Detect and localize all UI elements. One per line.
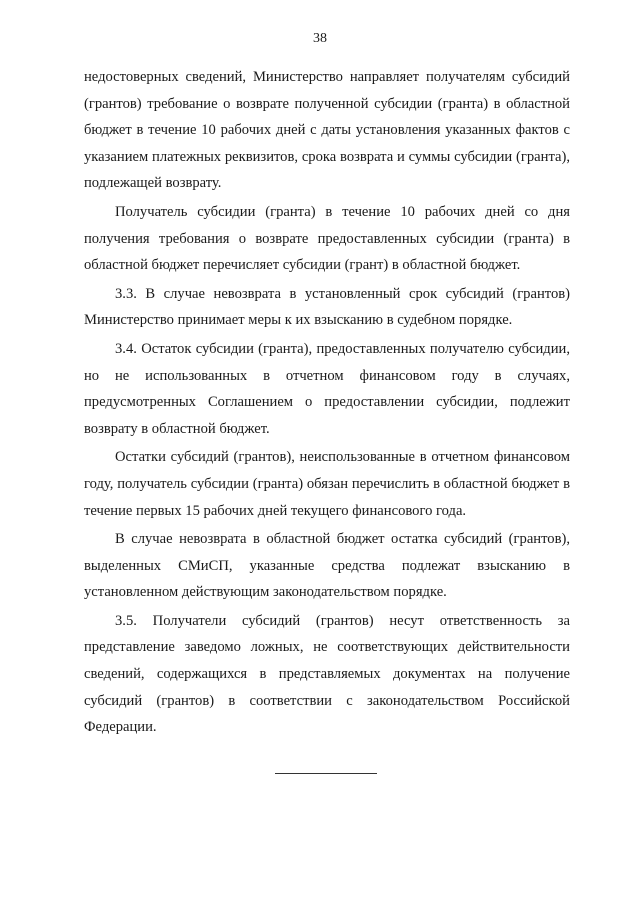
- paragraph-3-3: 3.3. В случае невозврата в установленный срок субсидий (грантов) Министерство принимает меры к их взысканию в судебном порядке.: [84, 285, 570, 329]
- paragraph-refund-recipient: Получатель субсидии (гранта) в течение 10 рабочих дней со дня получения требования о возврате предоставленных субсидии (гранта) в областной бюджет перечисляет субсидии (грант) в областной бюджет.: [84, 203, 570, 274]
- paragraph-3-4: 3.4. Остаток субсидии (гранта), предоставленных получателю субсидии, но не использованных в отчетном финансовом году в случаях, предусмотренных Соглашением о предоставлении субсидии, подлежит возврату в областной бюджет.: [84, 340, 570, 437]
- paragraph-non-return: В случае невозврата в областной бюджет остатка субсидий (грантов), выделенных СМиСП, указанные средства подлежат взысканию в установленном действующим законодательством порядке.: [84, 531, 570, 601]
- document-body: [84, 64, 570, 743]
- page-number: 38: [313, 31, 327, 46]
- paragraph-3-5: 3.5. Получатели субсидий (грантов) несут ответственность за представление заведомо ложных, не соответствующих действительности сведений, содержащихся в представляемых документах на получение субсидий (грантов) в соответствии с законодательством Российской Федерации.: [84, 612, 570, 736]
- paragraph-remainders: Остатки субсидий (грантов), неиспользованные в отчетном финансовом году, получатель субсидии (гранта) обязан перечислить в областной бюджет в течение первых 15 рабочих дней текущего финансового года.: [84, 449, 570, 519]
- paragraph-continuation: недостоверных сведений, Министерство направляет получателям субсидий (грантов) требование о возврате полученной субсидии (гранта) в областной бюджет в течение 10 рабочих дней с даты установления указанных фактов с указанием платежных реквизитов, срока возврата и суммы субсидии (гранта), подлежащей возврату.: [84, 69, 570, 192]
- closing-divider: [275, 773, 377, 774]
